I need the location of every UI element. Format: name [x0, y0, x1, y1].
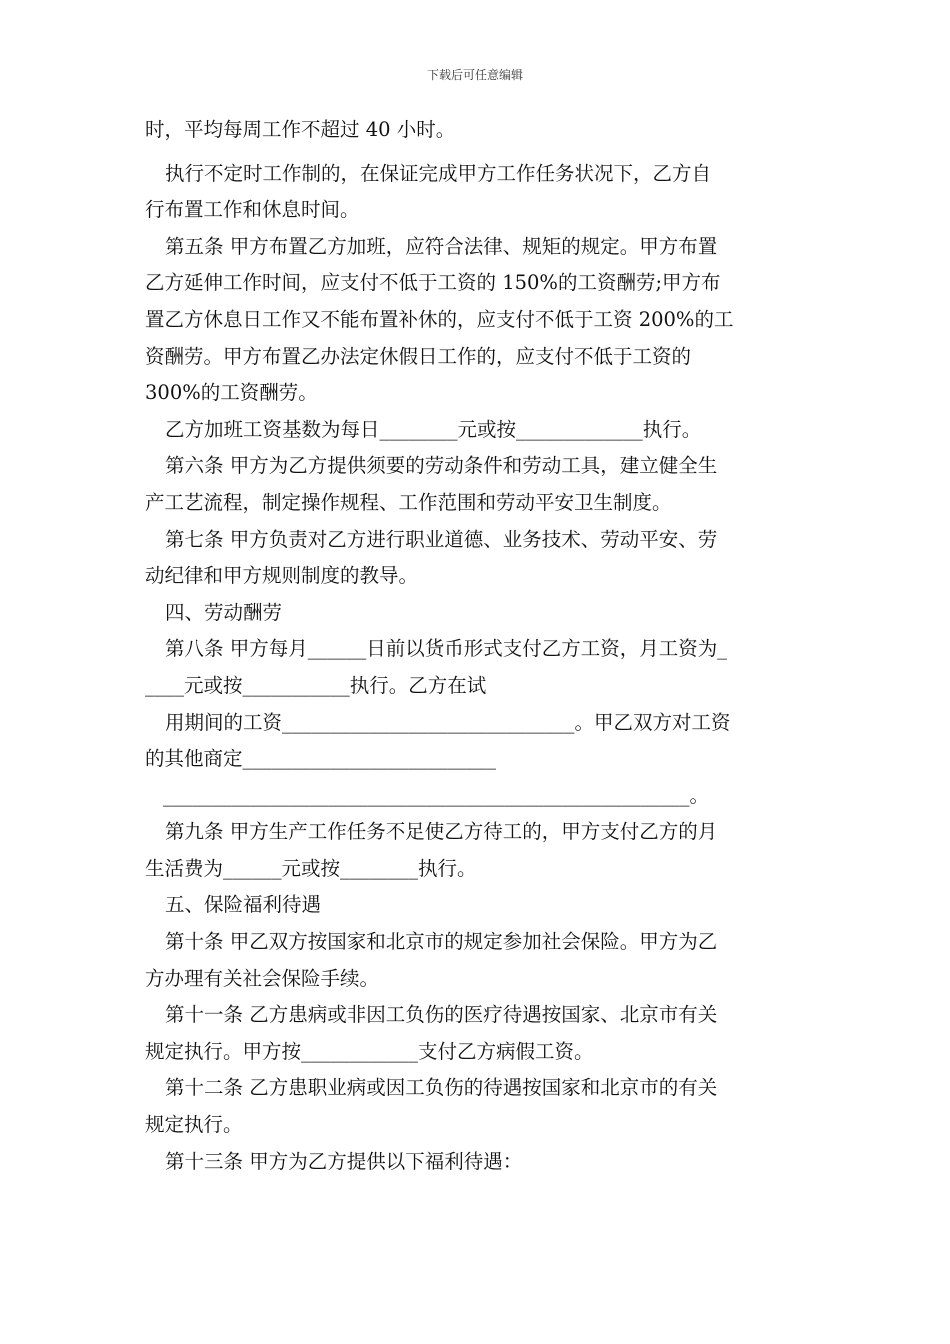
- text-line: 置乙方休息日工作又不能布置补休的，应支付不低于工资 200%的工: [145, 307, 734, 331]
- page-header-note: 下载后可任意编辑: [426, 68, 523, 82]
- text-line: 方办理有关社会保险手续。: [145, 966, 380, 990]
- text-line: ______________________________________________________。: [163, 783, 709, 807]
- section-heading: 五、保险福利待遇: [165, 893, 322, 917]
- text-line: 行布置工作和休息时间。: [145, 198, 360, 222]
- text-line: 时，平均每周工作不超过 40 小时。: [145, 118, 456, 141]
- text-line: 执行不定时工作制的，在保证完成甲方工作任务状况下，乙方自: [165, 161, 712, 185]
- text-line: 第九条 甲方生产工作任务不足使乙方待工的，甲方支付乙方的月: [165, 820, 718, 844]
- text-line: 乙方延伸工作时间，应支付不低于工资的 150%的工资酬劳;甲方布: [145, 271, 721, 295]
- text-line: 第六条 甲方为乙方提供须要的劳动条件和劳动工具，建立健全生: [165, 454, 718, 478]
- text-line: 产工艺流程，制定操作规程、工作范围和劳动平安卫生制度。: [145, 490, 672, 514]
- text-line: 第十二条 乙方患职业病或因工负伤的待遇按国家和北京市的有关: [165, 1076, 718, 1100]
- text-line: 生活费为______元或按________执行。: [145, 856, 477, 880]
- text-line: 第十条 甲乙双方按国家和北京市的规定参加社会保险。甲方为乙: [165, 930, 718, 954]
- document-body: [145, 112, 807, 1180]
- text-line: 的其他商定__________________________: [145, 747, 497, 771]
- text-line: 规定执行。: [145, 1113, 243, 1137]
- text-line: 300%的工资酬劳。: [145, 381, 318, 405]
- section-heading: 四、劳动酬劳: [165, 600, 283, 624]
- text-line: 第十一条 乙方患病或非因工负伤的医疗待遇按国家、北京市有关: [165, 1003, 718, 1027]
- text-line: 用期间的工资______________________________。甲乙双方对工资: [165, 710, 731, 734]
- text-line: 资酬劳。甲方布置乙办法定休假日工作的，应支付不低于工资的: [145, 344, 692, 368]
- text-line: 乙方加班工资基数为每日________元或按_____________执行。: [165, 417, 702, 441]
- text-line: 第八条 甲方每月______日前以货币形式支付乙方工资，月工资为_: [165, 637, 727, 661]
- text-line: 动纪律和甲方规则制度的教导。: [145, 564, 419, 588]
- text-line: 第十三条 甲方为乙方提供以下福利待遇：: [165, 1149, 523, 1173]
- text-line: 第七条 甲方负责对乙方进行职业道德、业务技术、劳动平安、劳: [165, 527, 718, 551]
- text-line: 规定执行。甲方按____________支付乙方病假工资。: [145, 1039, 594, 1063]
- text-line: ____元或按___________执行。乙方在试: [145, 673, 487, 697]
- text-line: 第五条 甲方布置乙方加班，应符合法律、规矩的规定。甲方布置: [165, 234, 718, 258]
